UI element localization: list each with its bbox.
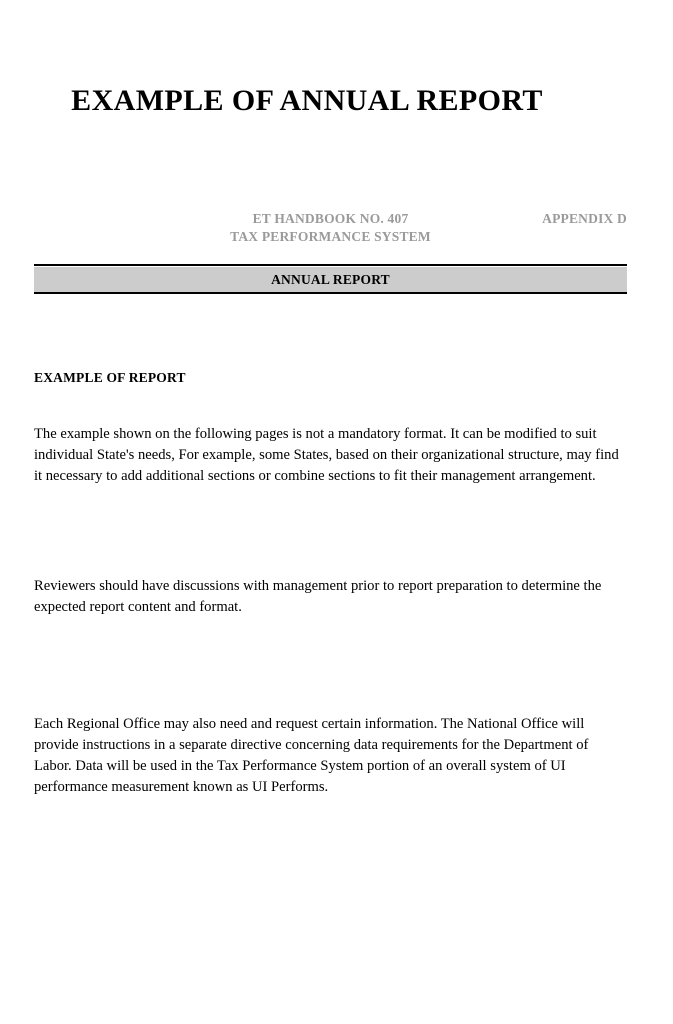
handbook-number-label: ET HANDBOOK NO. 407 — [252, 211, 409, 226]
handbook-header-row-1 — [34, 210, 627, 228]
annual-report-banner-label: ANNUAL REPORT — [34, 267, 627, 292]
section-heading-example-of-report: EXAMPLE OF REPORT — [34, 370, 186, 385]
body-paragraph: Reviewers should have discussions with management prior to report preparation to determine the expected report content and format. — [34, 578, 602, 615]
appendix-label: APPENDIX D — [542, 211, 627, 226]
system-name-label: TAX PERFORMANCE SYSTEM — [230, 229, 431, 244]
annual-report-banner — [34, 264, 627, 294]
body-paragraph: Each Regional Office may also need and request certain information. The National Office will provide instructions in a separate directive concerning data requirements for the Department of Labor. Data will be used in the Tax Performance System portion of an overall system of UI performance measurement known as UI Performs. — [34, 716, 589, 795]
handbook-header-block — [34, 210, 627, 246]
page-title: EXAMPLE OF ANNUAL REPORT — [71, 84, 543, 117]
handbook-header-row-2 — [34, 228, 627, 246]
body-paragraph: The example shown on the following pages is not a mandatory format. It can be modified to suit individual State's needs, For example, some States, based on their organizational structure, may find it necessary to add additional sections or combine sections to fit their management arrangement. — [34, 426, 619, 484]
